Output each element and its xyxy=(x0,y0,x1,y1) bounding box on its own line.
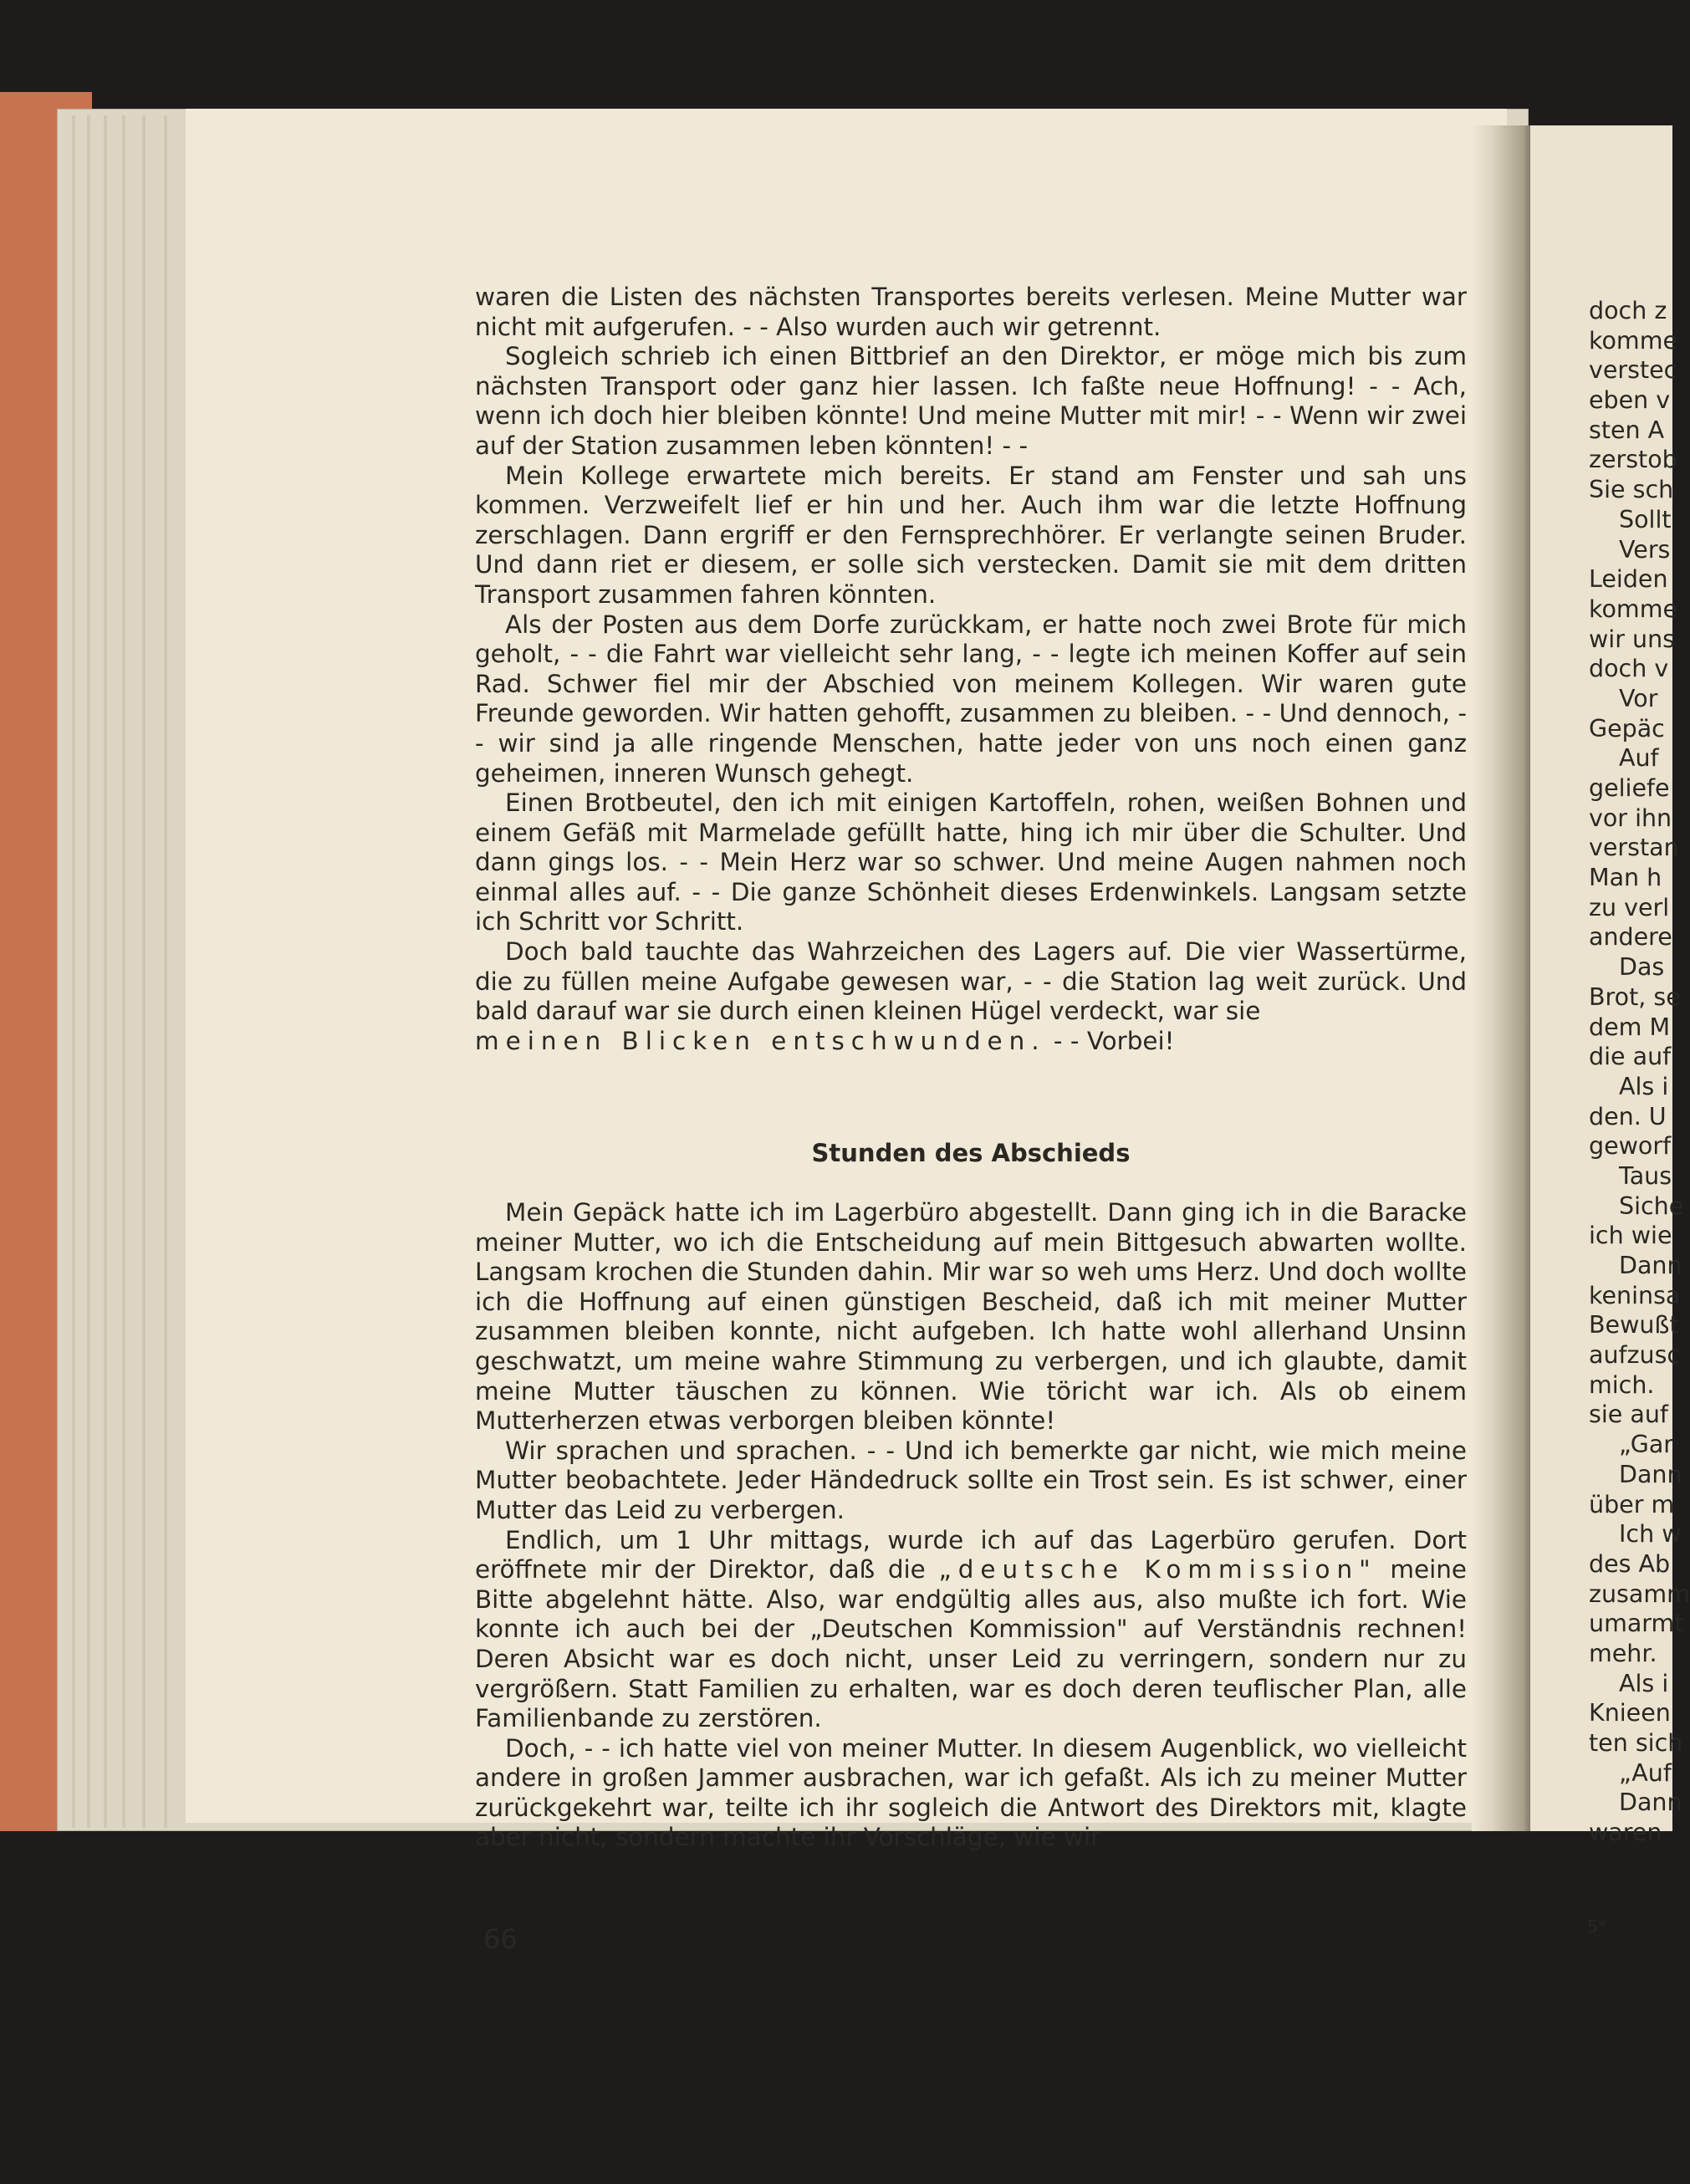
page-edge xyxy=(104,115,107,1828)
spaced-emphasis: meinen Blicken entschwunden. xyxy=(475,1026,1046,1055)
paragraph: Mein Kollege erwartete mich bereits. Er stand am Fenster und sah uns kommen. Verzweifelt lief er hin und her. Auch ihm war die letzte Hoffnung zerschlagen. Dann ergriff er den Fernsprechhörer. Er verlangte seinen Bruder. Und dann riet er diesem, er solle sich verstecken. Damit sie mit dem dritten Transport zusammen fahren könnten. xyxy=(475,461,1467,609)
right-page-line: den. U xyxy=(1589,1102,1667,1130)
right-page-line: zerstob xyxy=(1589,446,1677,474)
paragraph: Sogleich schrieb ich einen Bittbrief an den Direktor, er möge mich bis zum nächsten Transport oder ganz hier lassen. Ich faßte neue Hoffnung! - - Ach, wenn ich doch hier bleiben könnte! Und meine Mutter mit mir! - - Wenn wir zwei auf der Station zusammen leben könnten! - - xyxy=(475,342,1467,460)
right-page-text xyxy=(1589,296,1689,1848)
right-page-line: andere xyxy=(1589,923,1672,952)
page-edge xyxy=(142,115,146,1828)
right-page-line: Dann xyxy=(1619,1789,1682,1817)
right-page-line: Sollt xyxy=(1619,505,1672,533)
right-page-line: umarmt xyxy=(1589,1610,1684,1638)
right-page-line: eben v xyxy=(1589,386,1671,415)
paragraph xyxy=(475,937,1467,1056)
right-page-line: Vor xyxy=(1619,684,1658,712)
right-page-line: die auf xyxy=(1589,1043,1672,1071)
right-page-line: Knieen xyxy=(1589,1699,1671,1727)
paragraph-text: Endlich, um 1 Uhr mittags, wurde ich auf das Lagerbüro gerufen. Dort eröffnete mir der Direktor, daß die xyxy=(475,1525,1467,1584)
page-edge xyxy=(122,115,125,1828)
right-page-line: zu verl xyxy=(1589,893,1670,921)
right-page-line: zusamm xyxy=(1589,1579,1690,1608)
right-page-line: keninsa xyxy=(1589,1281,1681,1309)
right-page-line: Als i xyxy=(1619,1669,1669,1697)
right-page-line: Das xyxy=(1619,953,1665,982)
body-text-section-2 xyxy=(475,1198,1467,1853)
right-page-line: verstec xyxy=(1589,356,1677,385)
right-page-line: Man h xyxy=(1589,864,1662,892)
right-page-line: geworf xyxy=(1589,1132,1672,1161)
right-page-line: aufzusc xyxy=(1589,1341,1681,1370)
page-edge xyxy=(72,115,75,1828)
right-page-line: Bewußt xyxy=(1589,1311,1679,1339)
paragraph: Einen Brotbeutel, den ich mit einigen Kartoffeln, rohen, weißen Bohnen und einem Gefäß mit Marmelade gefüllt hatte, hing ich mir über die Schulter. Und dann gings los. - - Mein Herz war so schwer. Und meine Augen nahmen noch einmal alles auf. - - Die ganze Schönheit dieses Erdenwinkels. Langsam setzte ich Schritt vor Schritt. xyxy=(475,788,1467,936)
right-page-line: Dann xyxy=(1619,1460,1682,1488)
right-page-line: mich. xyxy=(1589,1370,1655,1399)
right-page-line: „Auf xyxy=(1619,1758,1672,1787)
spaced-emphasis: „deutsche Kommission" xyxy=(938,1555,1377,1584)
paragraph: Als der Posten aus dem Dorfe zurückkam, er hatte noch zwei Brote für mich geholt, - - die Fahrt war vielleicht sehr lang, - - legte ich meinen Koffer auf sein Rad. Schwer fiel mir der Abschied von meinem Kollegen. Wir waren gute Freunde geworden. Wir hatten gehofft, zusammen zu bleiben. - - Und dennoch, - - wir sind ja alle ringende Menschen, hatte jeder von uns noch einen ganz geheimen, inneren Wunsch gehegt. xyxy=(475,610,1467,788)
section-heading: Stunden des Abschieds xyxy=(811,1139,1131,1167)
right-page-line: dem M xyxy=(1589,1013,1671,1041)
right-page-line: doch v xyxy=(1589,655,1669,683)
paragraph: Doch, - - ich hatte viel von meiner Mutter. In diesem Augenblick, wo vielleicht andere in großen Jammer ausbrachen, war ich gefaßt. Als ich zu meiner Mutter zurückgekehrt war, teilte ich ihr sogleich die Antwort des Direktors mit, klagte aber nicht, sondern machte ihr Vorschläge, wie wir xyxy=(475,1733,1467,1852)
right-page-line: waren xyxy=(1589,1819,1662,1847)
paragraph: Wir sprachen und sprachen. - - Und ich bemerkte gar nicht, wie mich meine Mutter beobachtete. Jeder Händedruck sollte ein Trost sein. Es ist schwer, einer Mutter das Leid zu verbergen. xyxy=(475,1436,1467,1524)
right-page-line: ten sich xyxy=(1589,1729,1683,1757)
right-page-line: Siche xyxy=(1619,1192,1684,1220)
right-page-line: Leiden xyxy=(1589,565,1668,594)
right-page-line: komme xyxy=(1589,326,1677,355)
right-page-line: wir uns xyxy=(1589,625,1675,653)
right-page-line: Sie sch xyxy=(1589,476,1674,504)
right-page-line: Auf xyxy=(1619,744,1659,773)
right-page-line: Vers xyxy=(1619,535,1671,564)
right-page-line: Gepäc xyxy=(1589,714,1665,742)
signature-mark: 5* xyxy=(1587,1916,1606,1937)
right-page-line: Ich w xyxy=(1619,1520,1682,1549)
right-page-line: Brot, se xyxy=(1589,982,1681,1011)
right-page-line: komme xyxy=(1589,594,1677,623)
right-page-line: Dann xyxy=(1619,1252,1682,1279)
right-page-line: geliefe xyxy=(1589,774,1670,802)
paragraph-end: - - Vorbei! xyxy=(1045,1026,1175,1055)
paragraph: waren die Listen des nächsten Transportes bereits verlesen. Meine Mutter war nicht mit aufgerufen. - - Also wurden auch wir getrennt. xyxy=(475,283,1467,341)
right-page-line: über m xyxy=(1589,1490,1675,1518)
right-page-line: verstan xyxy=(1589,834,1679,862)
right-page-line: sie auf xyxy=(1589,1401,1668,1429)
page-edge xyxy=(87,115,90,1828)
paragraph: Mein Gepäck hatte ich im Lagerbüro abgestellt. Dann ging ich in die Baracke meiner Mutter, wo ich die Entscheidung auf mein Bittgesuch abwarten wollte. Langsam krochen die Stunden dahin. Mir war so weh ums Herz. Und doch wollte ich die Hoffnung auf einen günstigen Bescheid, daß ich mit meiner Mutter zusammen bleiben konnte, nicht aufgeben. Ich hatte wohl allerhand Unsinn geschwatzt, um meine wahre Stimmung zu verbergen, und ich glaubte, damit meine Mutter täuschen zu können. Wie töricht war ich. Als ob einem Mutterherzen etwas verborgen bleiben könnte! xyxy=(475,1198,1467,1436)
right-page-line: vor ihn xyxy=(1589,804,1672,832)
right-page-line: ich wie xyxy=(1589,1222,1672,1250)
right-page-line: doch z xyxy=(1589,297,1667,324)
paragraph xyxy=(475,1526,1467,1734)
book-gutter xyxy=(1472,125,1532,1831)
right-page-line: des Ab xyxy=(1589,1549,1671,1578)
right-page-line: sten A xyxy=(1589,416,1665,444)
right-page-line: „Gar xyxy=(1619,1431,1674,1459)
body-text-section-1 xyxy=(475,283,1467,1056)
paragraph-text: Doch bald tauchte das Wahrzeichen des Lagers auf. Die vier Wassertürme, die zu füllen meine Aufgabe gewesen war, - - die Station lag weit zurück. Und bald darauf war sie durch einen kleinen Hügel verdeckt, war sie xyxy=(475,937,1467,1026)
paragraph-text: meine Bitte abgelehnt hätte. Also, war endgültig alles aus, also mußte ich fort. Wie konnte ich auch bei der „Deutschen Kommission" auf Verständnis rechnen! Deren Absicht war es doch nicht, unser Leid zu verringern, sondern nur zu vergrößern. Statt Familien zu erhalten, war es doch deren teuflischer Plan, alle Familienbande zu zerstören. xyxy=(475,1555,1467,1733)
page-number: 66 xyxy=(483,1923,518,1955)
right-page-line: Taus xyxy=(1619,1161,1672,1190)
page-edge xyxy=(164,115,167,1828)
right-page-line: Als i xyxy=(1619,1072,1669,1100)
right-page-line: mehr. xyxy=(1589,1639,1657,1667)
